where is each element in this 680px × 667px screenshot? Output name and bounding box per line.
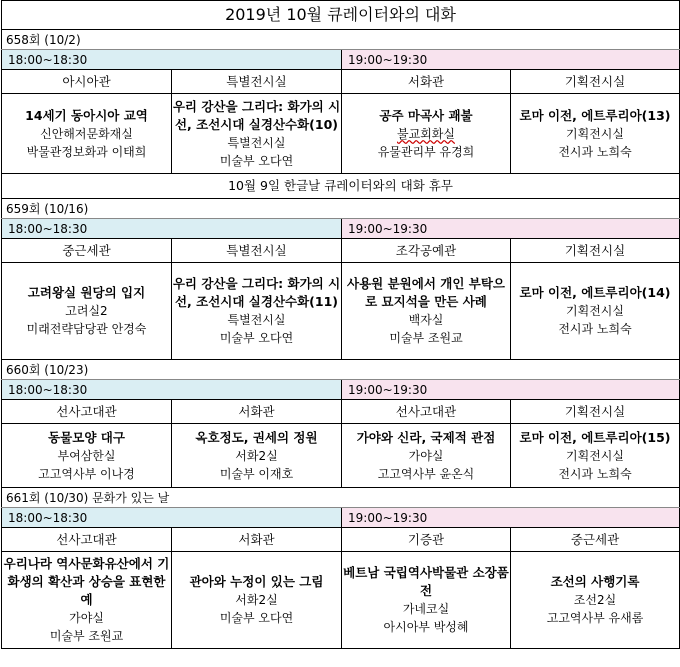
talk-room: 특별전시실 [227, 313, 286, 327]
talk-title: 조선의 사행기록 [550, 574, 640, 589]
talk-title: 옥호정도, 권세의 정원 [195, 429, 318, 445]
talk-cell [511, 263, 680, 360]
talk-title: 로마 이전, 에트루리아(13) [519, 107, 671, 123]
venue: 기증관 [342, 528, 511, 552]
talk-room: 기획전시실 [566, 126, 624, 141]
venue: 기획전시실 [511, 239, 680, 263]
talk-cell [172, 94, 342, 174]
venue: 특별전시실 [172, 70, 342, 94]
talk-room: 가야실 [69, 611, 104, 625]
talk-speaker: 미술부 오다연 [219, 153, 294, 168]
talk-speaker: 미술부 오다연 [219, 611, 294, 625]
session-label: 661회 (10/30) 문화가 있는 날 [2, 488, 680, 508]
talk-cell [511, 552, 680, 649]
venue: 중근세관 [511, 528, 680, 552]
talk-speaker: 유물관리부 유경희 [377, 144, 475, 159]
time-slot-evening-2: 19:00~19:30 [342, 508, 680, 528]
talk-title: 로마 이전, 에트루리아(15) [519, 429, 671, 445]
talk-speaker: 미술부 오다연 [219, 331, 294, 345]
talk-room: 불교회화실 [397, 126, 455, 141]
talk-cell [2, 263, 172, 360]
talk-cell [511, 94, 680, 174]
venue: 선사고대관 [342, 400, 511, 424]
talk-room: 기획전시실 [566, 304, 624, 318]
talk-title: 14세기 동아시아 교역 [25, 107, 148, 123]
time-slot-evening-2: 19:00~19:30 [342, 219, 680, 239]
talk-speaker: 박물관정보화과 이태희 [26, 144, 147, 159]
venue: 선사고대관 [2, 400, 172, 424]
talk-title: 가야와 신라, 국제적 관점 [356, 429, 496, 445]
time-slot-evening-2: 19:00~19:30 [342, 380, 680, 400]
venue: 기획전시실 [511, 400, 680, 424]
talk-room: 가네코실 [402, 602, 450, 616]
holiday-notice: 10월 9일 한글날 큐레이터와의 대화 휴무 [2, 174, 680, 199]
talk-cell [172, 263, 342, 360]
talk-room: 서화2실 [235, 448, 278, 463]
venue: 서화관 [172, 528, 342, 552]
time-slot-evening-1: 18:00~18:30 [2, 219, 342, 239]
talk-cell [342, 94, 511, 174]
time-slot-evening-1: 18:00~18:30 [2, 508, 342, 528]
talk-cell [342, 424, 511, 488]
venue: 아시아관 [2, 70, 172, 94]
talk-title: 우리 강산을 그리다: 화가의 시선, 조선시대 실경산수화(10) [172, 98, 341, 132]
talk-room: 신안해저문화재실 [40, 126, 133, 141]
talk-cell [2, 424, 172, 488]
talk-cell [2, 552, 172, 649]
venue: 서화관 [172, 400, 342, 424]
talk-room: 서화2실 [235, 593, 278, 607]
talk-speaker: 미술부 조원교 [389, 331, 463, 345]
talk-speaker: 전시과 노희숙 [558, 466, 632, 481]
talk-speaker: 미래전략담당관 안경숙 [26, 322, 147, 336]
talk-speaker: 고고역사부 이나경 [38, 466, 135, 481]
venue: 조각공예관 [342, 239, 511, 263]
talk-cell [342, 263, 511, 360]
talk-speaker: 미술부 조원교 [49, 629, 124, 643]
venue: 특별전시실 [172, 239, 342, 263]
talk-title: 우리나라 역사문화유산에서 기화생의 확산과 상승을 표현한 예 [3, 556, 170, 607]
talk-title: 동물모양 대구 [48, 429, 125, 445]
talk-room: 기획전시실 [566, 448, 624, 463]
talk-title: 우리 강산을 그리다: 화가의 시선, 조선시대 실경산수화(11) [172, 276, 341, 309]
venue: 서화관 [342, 70, 511, 94]
time-slot-evening-1: 18:00~18:30 [2, 50, 342, 70]
talk-title: 로마 이전, 에트루리아(14) [519, 285, 671, 300]
talk-speaker: 고고역사부 유새롬 [546, 611, 644, 625]
talk-room: 백자실 [408, 313, 444, 327]
talk-room: 특별전시실 [227, 135, 286, 150]
talk-speaker: 아시아부 박성혜 [383, 620, 469, 634]
venue: 선사고대관 [2, 528, 172, 552]
venue: 중근세관 [2, 239, 172, 263]
time-slot-evening-2: 19:00~19:30 [342, 50, 680, 70]
talk-speaker: 전시과 노희숙 [558, 144, 632, 159]
session-label: 658회 (10/2) [2, 30, 680, 50]
schedule-table [1, 0, 680, 649]
talk-cell [172, 424, 342, 488]
time-slot-evening-1: 18:00~18:30 [2, 380, 342, 400]
talk-speaker: 전시과 노희숙 [558, 322, 632, 336]
talk-title: 베트남 국립역사박물관 소장품전 [343, 565, 509, 598]
talk-cell [511, 424, 680, 488]
talk-speaker: 미술부 이재호 [219, 466, 294, 481]
session-label: 659회 (10/16) [2, 199, 680, 219]
talk-title: 관아와 누정이 있는 그림 [189, 574, 324, 589]
talk-room: 고려실2 [65, 304, 108, 318]
talk-speaker: 고고역사부 윤온식 [377, 466, 475, 481]
talk-room: 가야실 [408, 448, 444, 463]
talk-room: 부여삼한실 [57, 448, 116, 463]
talk-title: 고려왕실 원당의 입지 [27, 285, 146, 300]
talk-cell [172, 552, 342, 649]
talk-title: 사용원 분원에서 개인 부탁으로 묘지석을 만든 사례 [347, 276, 505, 309]
talk-cell [2, 94, 172, 174]
session-label: 660회 (10/23) [2, 360, 680, 380]
talk-cell [342, 552, 511, 649]
talk-room: 조선2실 [573, 593, 617, 607]
talk-title: 공주 마곡사 괘불 [379, 107, 473, 123]
page-title: 2019년 10월 큐레이터와의 대화 [2, 1, 680, 30]
venue: 기획전시실 [511, 70, 680, 94]
